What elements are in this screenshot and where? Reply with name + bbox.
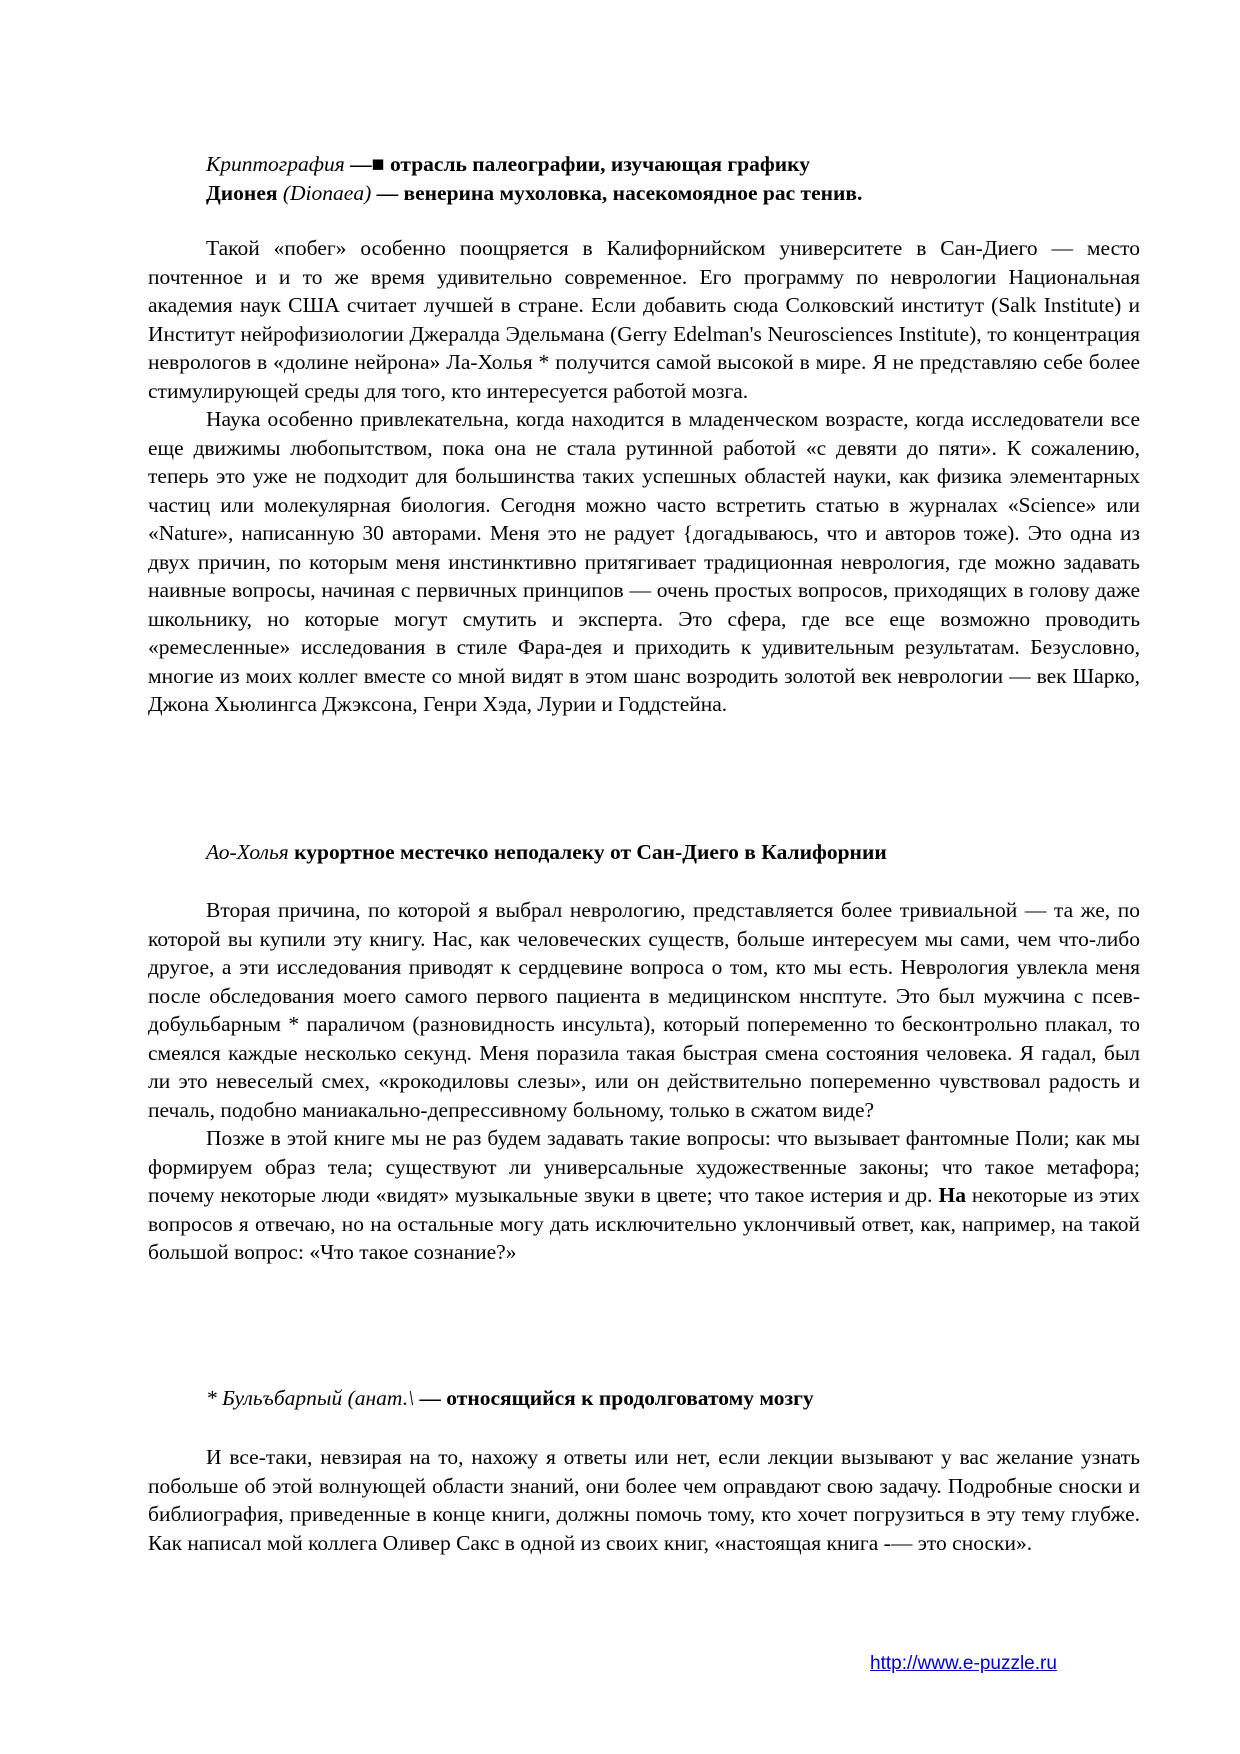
- top-footnotes: [148, 150, 1140, 207]
- footnote-bulbar: * Бульъбарпый (анат.\ — относящийся к продолговатому мозгу: [206, 1386, 814, 1410]
- body-section-2: [148, 896, 1140, 1267]
- paragraph: Такой «побег» особенно поощряется в Калифорнийском университете в Сан-Диего — место почтенное и и то же время удивительно современное. Его программу по неврологии Национальная академия наук США считает лучшей в стране. Если добавить сюда Солковский институт (Salk Institute) и Институт нейрофизиологии Джералда Эдельмана (Gerry Edelman's Neurosciences Institute), то концентрация неврологов в «долине нейрона» Ла-Холья * получится самой высокой в мире. Я не представляю себе более стимулирующей среды для того, кто интересуется работой мозга.: [148, 236, 1140, 403]
- body-section-1: [148, 234, 1140, 719]
- paragraph: Вторая причина, по которой я выбрал неврологию, представляется более тривиальной — та же, по которой вы купили эту книгу. Нас, как человеческих существ, больше интересуем мы сами, чем что-либо другое, а эти исследования приводят к сердцевине вопроса о том, кто мы есть. Неврология увлекла меня после обследования моего самого первого пациента в медицинском ннсптуте. Это был мужчина с псев-добульбарным * параличом (разновидность инсульта), который попеременно то бесконтрольно плакал, то смеялся каждые несколько секунд. Меня поразила такая быстрая смена состояния человека. Я гадал, был ли это невеселый смех, «крокодиловы слезы», или он действительно попеременно чувствовал радость и печаль, подобно маниакально-депрессивному больному, только в сжатом виде?: [148, 898, 1140, 1122]
- paragraph: Позже в этой книге мы не раз будем задавать такие вопросы: что вызывает фантомные Поли; как мы формируем образ тела; существуют ли универсальные художественные законы; что такое метафора; почему некоторые люди «видят» музыкальные звуки в цвете; что такое истерия и др. На некоторые из этих вопросов я отвечаю, но на остальные могу дать исключительно уклончивый ответ, как, например, на такой большой вопрос: «Что такое сознание?»: [148, 1126, 1140, 1264]
- footer-link[interactable]: http://www.e-puzzle.ru: [870, 1653, 1057, 1674]
- body-section-3: [148, 1443, 1140, 1557]
- footnote-dionaea: Дионея (Dionaea) — венерина мухоловка, насекомоядное рас тенив.: [206, 180, 863, 205]
- footnote-la-jolla: Ао-Холья курортное местечко неподалеку от Сан-Диего в Калифорнии: [206, 840, 887, 864]
- paragraph: И все-таки, невзирая на то, нахожу я ответы или нет, если лекции вызывают у вас желание узнать побольше об этой волнующей области знаний, они более чем оправдают свою задачу. Подробные сноски и библиография, приведенные в конце книги, должны помочь тому, кто хочет погрузиться в эту тему глубже. Как написал мой коллега Оливер Сакс в одной из своих книг, «настоящая книга -— это сноски».: [148, 1445, 1140, 1555]
- paragraph: Наука особенно привлекательна, когда находится в младенческом возрасте, когда исследователи все еще движимы любопытством, пока она не стала рутинной работой «с девяти до пяти». К сожалению, теперь это уже не подходит для большинства таких успешных областей науки, как физика элементарных частиц или молекулярная биология. Сегодня можно часто встретить статью в журналах «Science» или «Nature», написанную 30 авторами. Меня это не радует {догадываюсь, что и авторов тоже). Это одна из двух причин, по которым меня инстинктивно притягивает традиционная неврология, где можно задавать наивные вопросы, начиная с первичных принципов — очень простых вопросов, приходящих в голову даже школьнику, но которые могут смутить и эксперта. Это сфера, где все еще возможно проводить «ремесленные» исследования в стиле Фара-дея и приходить к удивительным результатам. Безусловно, многие из моих коллег вместе со мной видят в этом шанс возродить золотой век неврологии — век Шарко, Джона Хьюлингса Джэксона, Генри Хэда, Лурии и Годдстейна.: [148, 407, 1140, 716]
- footnote-cryptography: Криптография —■ отрасль палеографии, изучающая графику: [206, 152, 810, 176]
